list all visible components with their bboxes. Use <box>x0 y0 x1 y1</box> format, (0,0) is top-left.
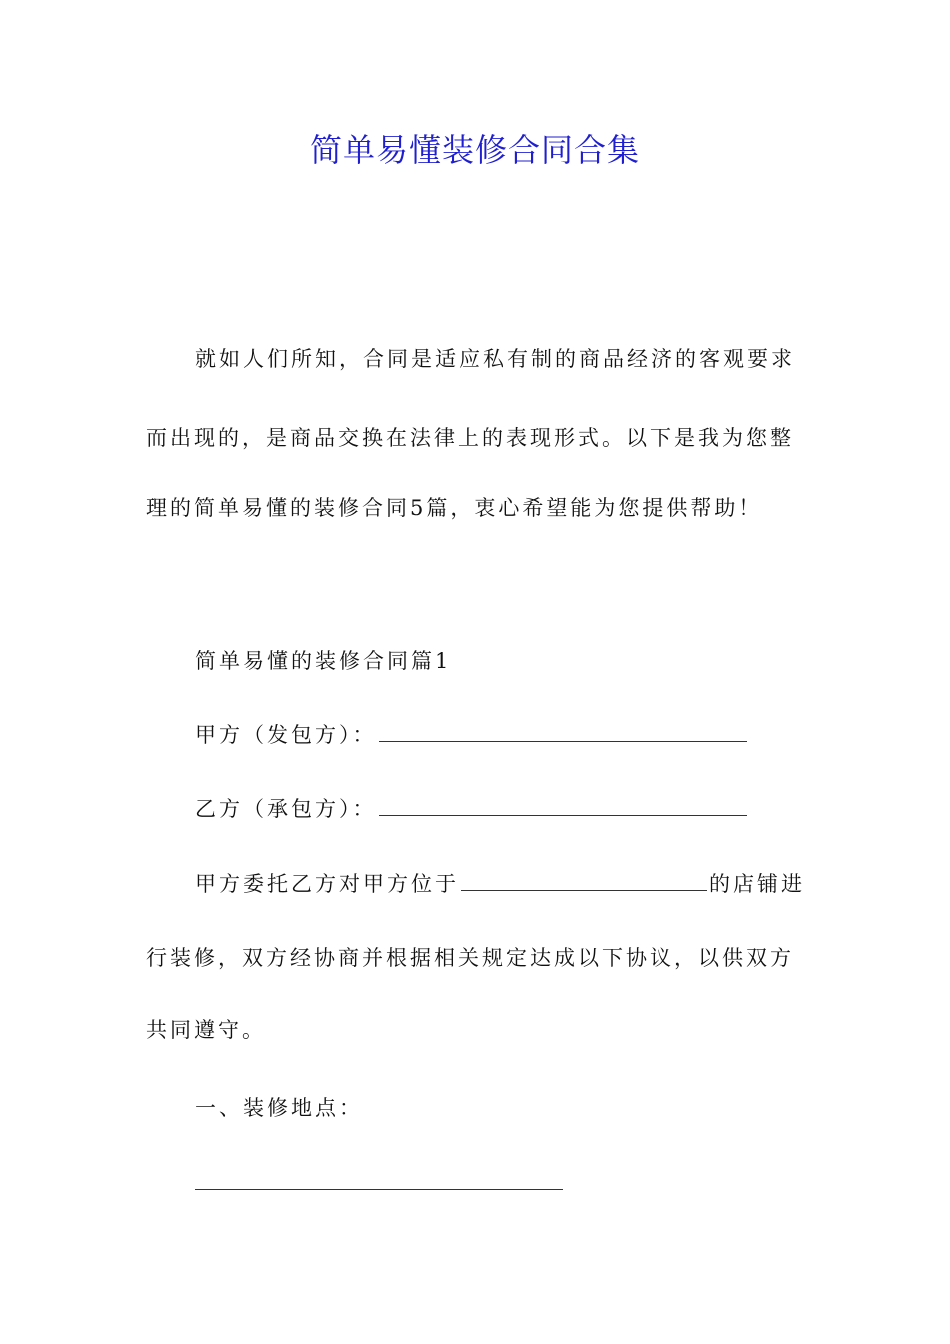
intro-line-1: 就如人们所知，合同是适应私有制的商品经济的客观要求 <box>195 347 795 371</box>
party-b-row <box>195 793 749 824</box>
entrust-line-1 <box>195 868 805 899</box>
entrust-suffix: 的店铺进 <box>709 872 805 896</box>
party-a-row <box>195 719 749 750</box>
location-blank-line <box>195 1189 563 1190</box>
intro-line-2: 而出现的，是商品交换在法律上的表现形式。以下是我为您整 <box>146 426 794 450</box>
party-b-label: 乙方（承包方）： <box>195 797 377 821</box>
party-a-label: 甲方（发包方）： <box>195 723 377 747</box>
party-a-blank <box>379 719 747 742</box>
intro-line-3: 理的简单易懂的装修合同5篇，衷心希望能为您提供帮助！ <box>146 496 763 520</box>
shop-location-blank <box>461 868 707 891</box>
party-b-blank <box>379 793 747 816</box>
entrust-prefix: 甲方委托乙方对甲方位于 <box>195 872 459 896</box>
section-heading: 简单易懂的装修合同篇1 <box>195 649 452 673</box>
entrust-line-3: 共同遵守。 <box>146 1018 266 1042</box>
entrust-line-2: 行装修，双方经协商并根据相关规定达成以下协议，以供双方 <box>146 946 794 970</box>
clause-1-heading: 一、装修地点： <box>195 1096 363 1120</box>
document-title: 简单易懂装修合同合集 <box>309 131 640 169</box>
